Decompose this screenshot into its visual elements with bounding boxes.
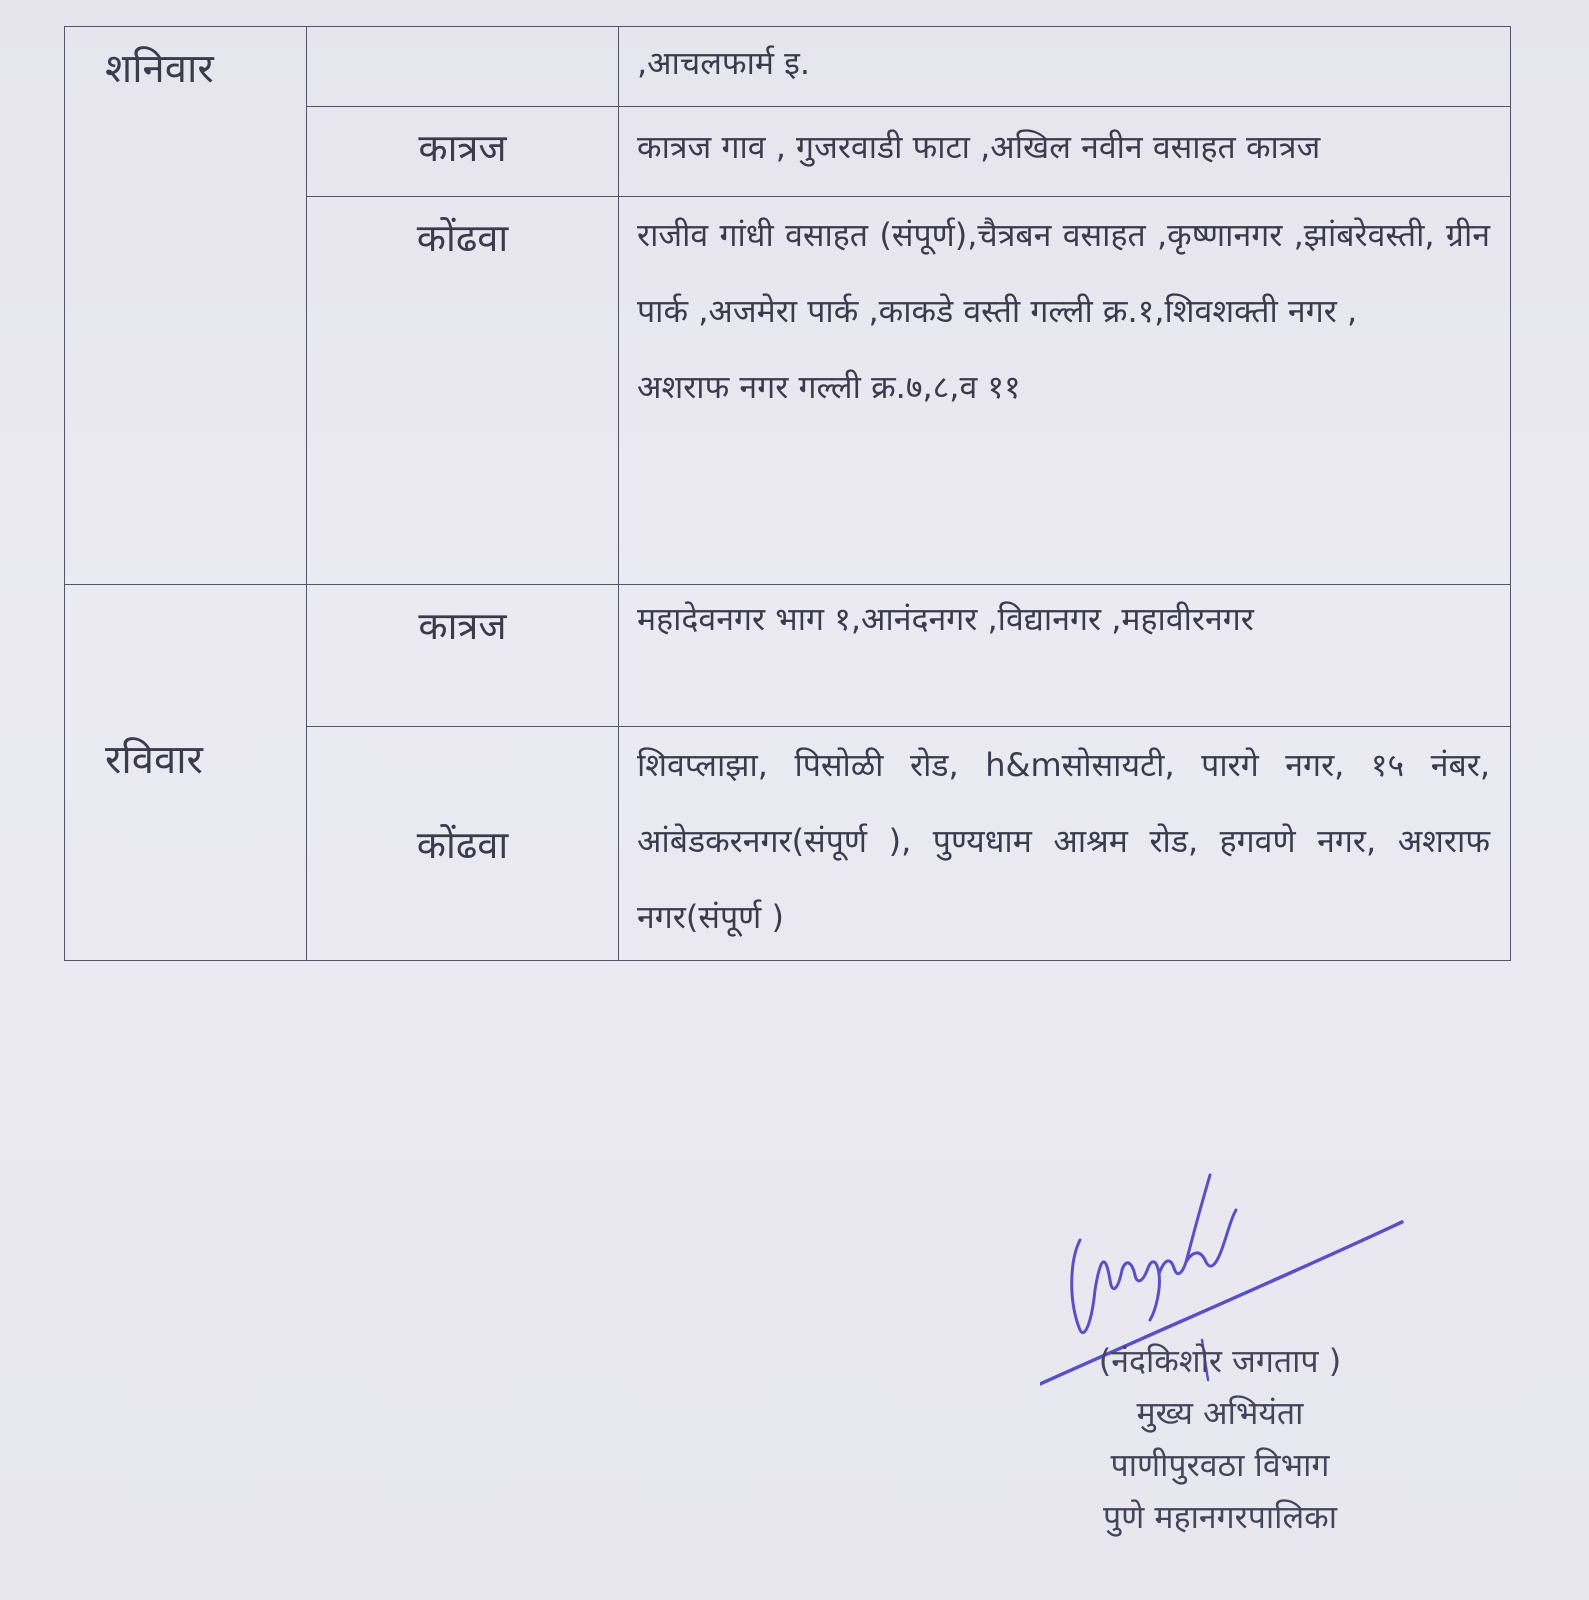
locations-text: अशराफ नगर गल्ली क्र.७,८,व ११ xyxy=(637,368,1021,406)
signatory-department: पाणीपुरवठा विभाग xyxy=(1110,1446,1330,1484)
area-label: कोंढवा xyxy=(416,822,509,867)
table-row xyxy=(65,27,1511,107)
area-label: कात्रज xyxy=(418,604,507,648)
day-saturday xyxy=(65,27,307,585)
signatory-organization: पुणे महानगरपालिका xyxy=(1102,1498,1338,1536)
locations-text: कात्रज गाव , गुजरवाडी फाटा ,अखिल नवीन वसाहत कात्रज xyxy=(637,128,1321,166)
locations-text: महादेवनगर भाग १,आनंदनगर ,विद्यानगर ,महावीरनगर xyxy=(637,600,1254,638)
day-sunday xyxy=(65,585,307,961)
locations-text: शिवप्लाझा, पिसोळी रोड, h&mसोसायटी, पारगे नगर, १५ नंबर, आंबेडकरनगर(संपूर्ण ), पुण्यधाम आश्रम रोड, हगवणे नगर, अशराफ नगर(संपूर्ण ) xyxy=(637,746,1490,936)
water-supply-schedule-table xyxy=(64,26,1511,961)
locations-cell xyxy=(619,197,1511,585)
signatory-designation: मुख्य अभियंता xyxy=(1136,1394,1304,1432)
area-label: कोंढवा xyxy=(416,216,509,260)
area-cell-empty xyxy=(307,27,619,107)
locations-cell xyxy=(619,27,1511,107)
day-label: शनिवार xyxy=(105,46,214,92)
locations-cell xyxy=(619,585,1511,727)
locations-text: राजीव गांधी वसाहत (संपूर्ण),चैत्रबन वसाहत ,कृष्णानगर ,झांबरेवस्ती, ग्रीन पार्क ,अजमेरा पार्क ,काकडे वस्ती गल्ली क्र.१,शिवशक्ती नगर , xyxy=(637,216,1490,330)
signatory-name: (नंदकिशोर जगताप ) xyxy=(1098,1342,1342,1380)
locations-cell xyxy=(619,727,1511,961)
day-label: रविवार xyxy=(105,737,203,783)
locations-cell xyxy=(619,107,1511,197)
signatory-block xyxy=(1040,1335,1400,1543)
area-cell xyxy=(307,197,619,585)
locations-text: ,आचलफार्म इ. xyxy=(637,44,811,82)
area-cell xyxy=(307,727,619,961)
area-label: कात्रज xyxy=(418,126,507,170)
area-cell xyxy=(307,107,619,197)
table-row xyxy=(65,585,1511,727)
area-cell xyxy=(307,585,619,727)
